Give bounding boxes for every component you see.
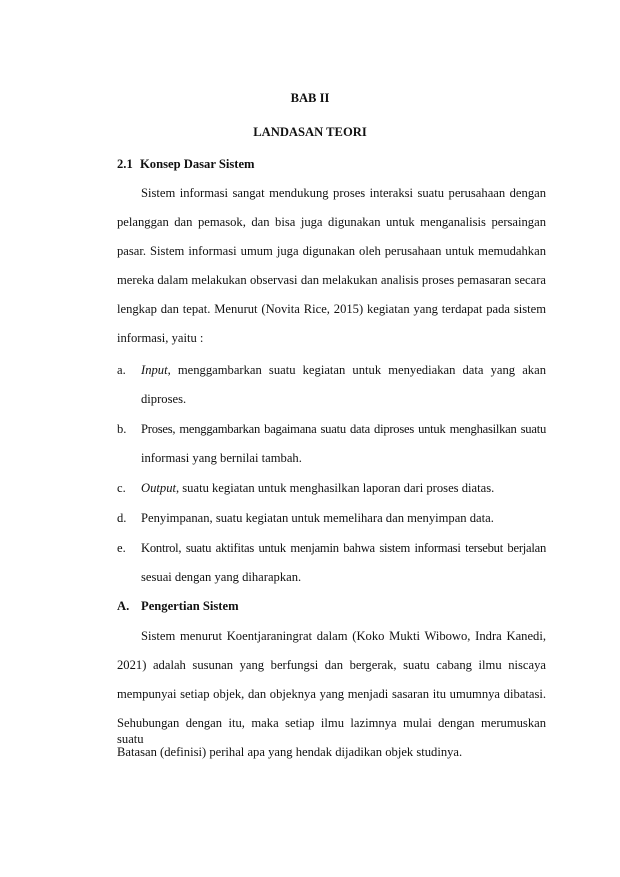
list-term: Output (141, 481, 176, 495)
section-2-1-title: Konsep Dasar Sistem (140, 157, 255, 171)
paragraph-line: pasar. Sistem informasi umum juga digunakan oleh perusahaan untuk memudahkan (117, 244, 546, 258)
list-marker: e. (117, 541, 126, 555)
list-item-line: Kontrol, suatu aktifitas untuk menjamin bahwa sistem informasi tersebut berjalan (141, 541, 546, 555)
list-item-line: sesuai dengan yang diharapkan. (141, 570, 302, 584)
paragraph-line: Batasan (definisi) perihal apa yang hendak dijadikan objek studinya. (117, 745, 463, 759)
list-item-line: informasi yang bernilai tambah. (141, 451, 302, 465)
chapter-label: BAB II (290, 91, 330, 105)
paragraph-line: mereka dalam melakukan observasi dan melakukan analisis proses pemasaran secara (117, 273, 546, 287)
list-marker: d. (117, 511, 127, 525)
list-item-text: , menggambarkan suatu kegiatan untuk menyediakan data yang akan (167, 363, 546, 377)
list-item-line: Proses, menggambarkan bagaimana suatu data diproses untuk menghasilkan suatu (141, 422, 546, 436)
list-item-line: Penyimpanan, suatu kegiatan untuk memelihara dan menyimpan data. (141, 511, 494, 525)
list-item-text: , suatu kegiatan untuk menghasilkan laporan dari proses diatas. (175, 481, 495, 495)
paragraph-line: Sistem informasi sangat mendukung proses interaksi suatu perusahaan dengan (141, 186, 546, 200)
list-item-line (141, 362, 546, 378)
list-marker: a. (117, 363, 126, 377)
section-a-marker: A. (117, 599, 130, 613)
paragraph-line: mempunyai setiap objek, dan objeknya yang menjadi sasaran itu umumnya dibatasi. (117, 687, 546, 701)
list-term: Input (141, 363, 168, 377)
paragraph-line: informasi, yaitu : (117, 331, 204, 345)
list-marker: c. (117, 481, 126, 495)
chapter-title: LANDASAN TEORI (253, 125, 367, 139)
paragraph-line: Sehubungan dengan itu, maka setiap ilmu lazimnya mulai dengan merumuskan suatu (117, 716, 546, 746)
section-a-title: Pengertian Sistem (141, 599, 239, 613)
list-item-line (141, 480, 494, 496)
list-marker: b. (117, 422, 127, 436)
paragraph-line: lengkap dan tepat. Menurut (Novita Rice, 2015) kegiatan yang terdapat pada sistem (117, 302, 546, 316)
paragraph-line: 2021) adalah susunan yang berfungsi dan bergerak, suatu cabang ilmu niscaya (117, 658, 546, 672)
list-item-line: diproses. (141, 392, 187, 406)
paragraph-line: pelanggan dan pemasok, dan bisa juga digunakan untuk menganalisis persaingan (117, 215, 546, 229)
paragraph-line: Sistem menurut Koentjaraningrat dalam (Koko Mukti Wibowo, Indra Kanedi, (141, 629, 546, 643)
section-2-1-number: 2.1 (117, 157, 133, 171)
